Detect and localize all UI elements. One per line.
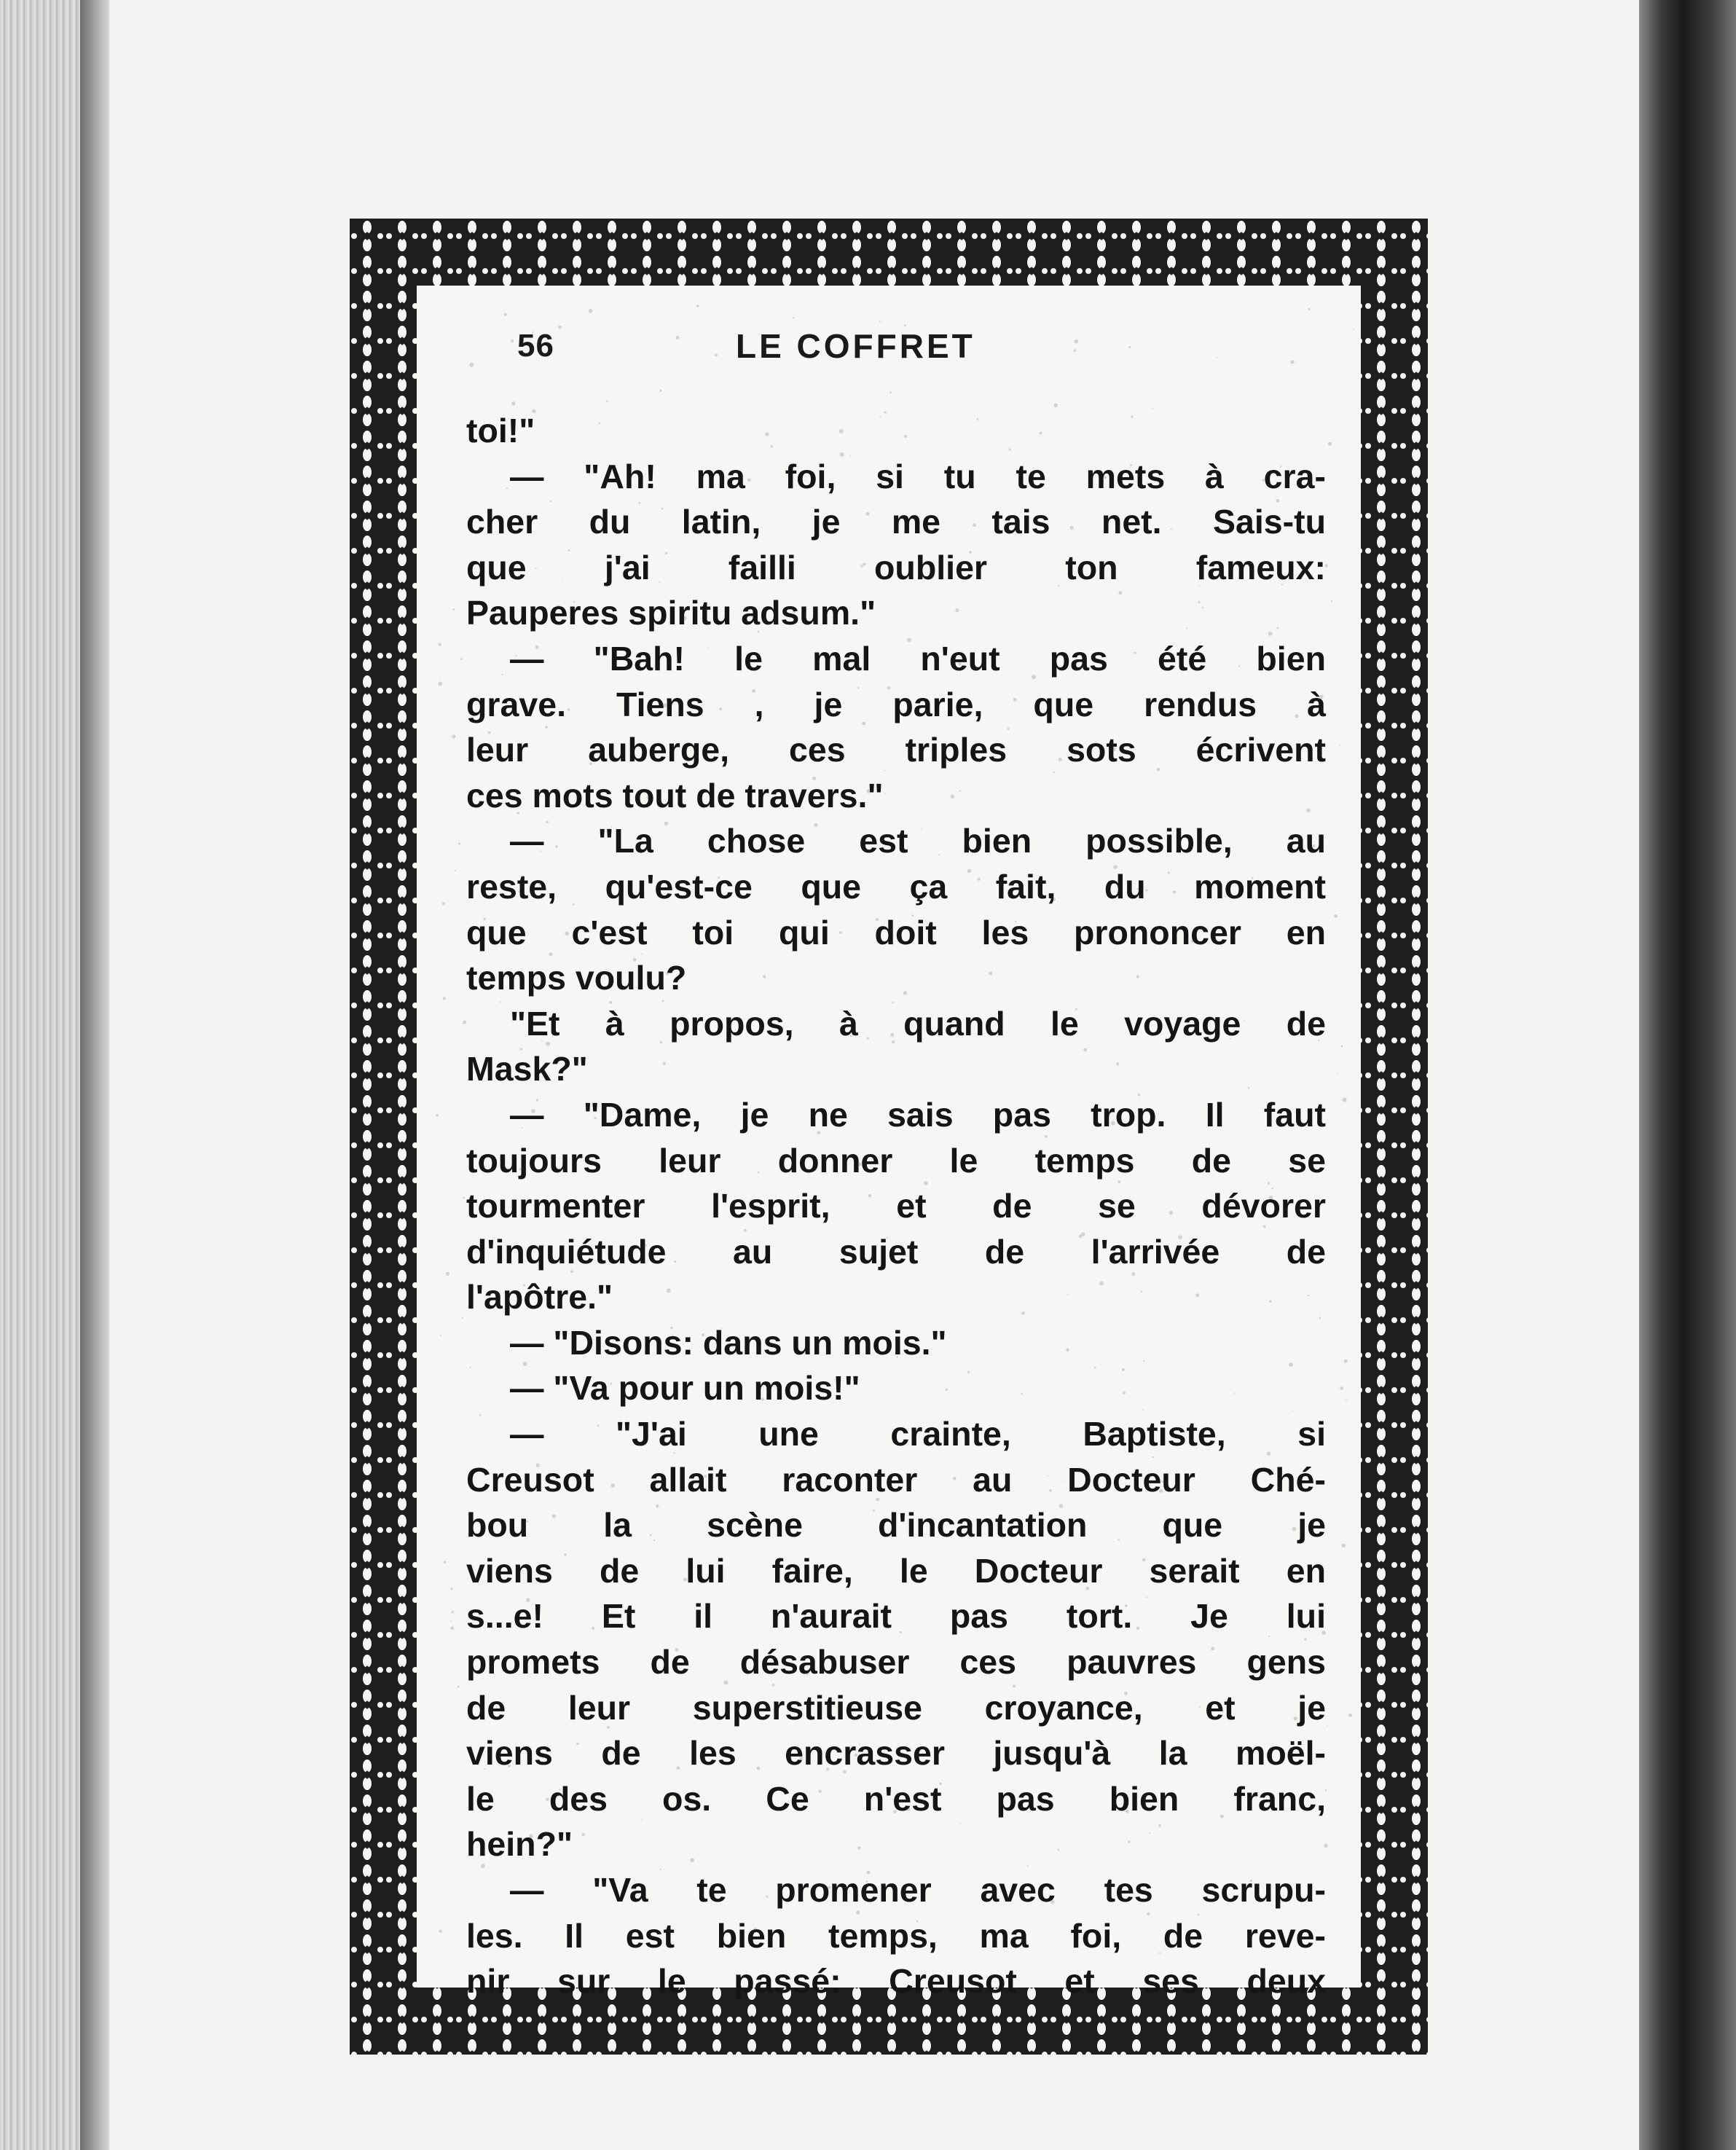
text-line: grave. Tiens , je parie, que rendus à xyxy=(466,685,1326,723)
text-line: que j'ai failli oublier ton fameux: xyxy=(466,548,1326,586)
text-line: nir sur le passé: Creusot et ses deux xyxy=(466,1962,1326,2001)
book-gutter-shadow xyxy=(80,0,109,2150)
text-line: cher du latin, je me tais net. Sais-tu xyxy=(466,503,1326,541)
text-line: — "Va pour un mois!" xyxy=(510,1369,860,1408)
text-line: reste, qu'est-ce que ça fait, du moment xyxy=(466,867,1326,906)
text-line: s...e! Et il n'aurait pas tort. Je lui xyxy=(466,1597,1326,1636)
book-spine xyxy=(1639,0,1736,2150)
text-line: Pauperes spiritu adsum." xyxy=(466,594,876,632)
text-line: — "Va te promener avec tes scrupu- xyxy=(510,1871,1326,1909)
text-line: toujours leur donner le temps de se xyxy=(466,1141,1326,1180)
text-line: Mask?" xyxy=(466,1050,588,1088)
text-line: leur auberge, ces triples sots écrivent xyxy=(466,731,1326,769)
text-line: hein?" xyxy=(466,1825,573,1864)
text-line: — "Disons: dans un mois." xyxy=(510,1323,947,1362)
text-line: — "Ah! ma foi, si tu te mets à cra- xyxy=(510,457,1326,495)
text-line: "Et à propos, à quand le voyage de xyxy=(510,1004,1326,1043)
book-page-edges xyxy=(0,0,80,2150)
text-line: Creusot allait raconter au Docteur Ché- xyxy=(466,1460,1326,1499)
text-line: le des os. Ce n'est pas bien franc, xyxy=(466,1779,1326,1818)
text-line: viens de lui faire, le Docteur serait en xyxy=(466,1551,1326,1590)
text-line: l'apôtre." xyxy=(466,1278,613,1317)
page-number: 56 xyxy=(517,328,554,364)
text-line: les. Il est bien temps, ma foi, de reve- xyxy=(466,1916,1326,1955)
text-line: de leur superstitieuse croyance, et je xyxy=(466,1688,1326,1727)
running-head xyxy=(517,328,1319,379)
text-line: ces mots tout de travers." xyxy=(466,776,884,815)
text-line: — "Bah! le mal n'eut pas été bien xyxy=(510,639,1326,678)
text-line: — "J'ai une crainte, Baptiste, si xyxy=(510,1415,1326,1453)
text-line: — "La chose est bien possible, au xyxy=(510,822,1326,860)
text-line: tourmenter l'esprit, et de se dévorer xyxy=(466,1187,1326,1225)
text-line: toi!" xyxy=(466,412,535,450)
text-line: d'inquiétude au sujet de l'arrivée de xyxy=(466,1232,1326,1271)
text-line: temps voulu? xyxy=(466,959,687,997)
body-text xyxy=(466,408,1326,2004)
text-line: — "Dame, je ne sais pas trop. Il faut xyxy=(510,1095,1326,1134)
text-line: bou la scène d'incantation que je xyxy=(466,1506,1326,1545)
text-line: promets de désabuser ces pauvres gens xyxy=(466,1643,1326,1682)
running-title: LE COFFRET xyxy=(736,327,975,365)
text-line: que c'est toi qui doit les prononcer en xyxy=(466,913,1326,952)
text-line: viens de les encrasser jusqu'à la moël- xyxy=(466,1734,1326,1773)
